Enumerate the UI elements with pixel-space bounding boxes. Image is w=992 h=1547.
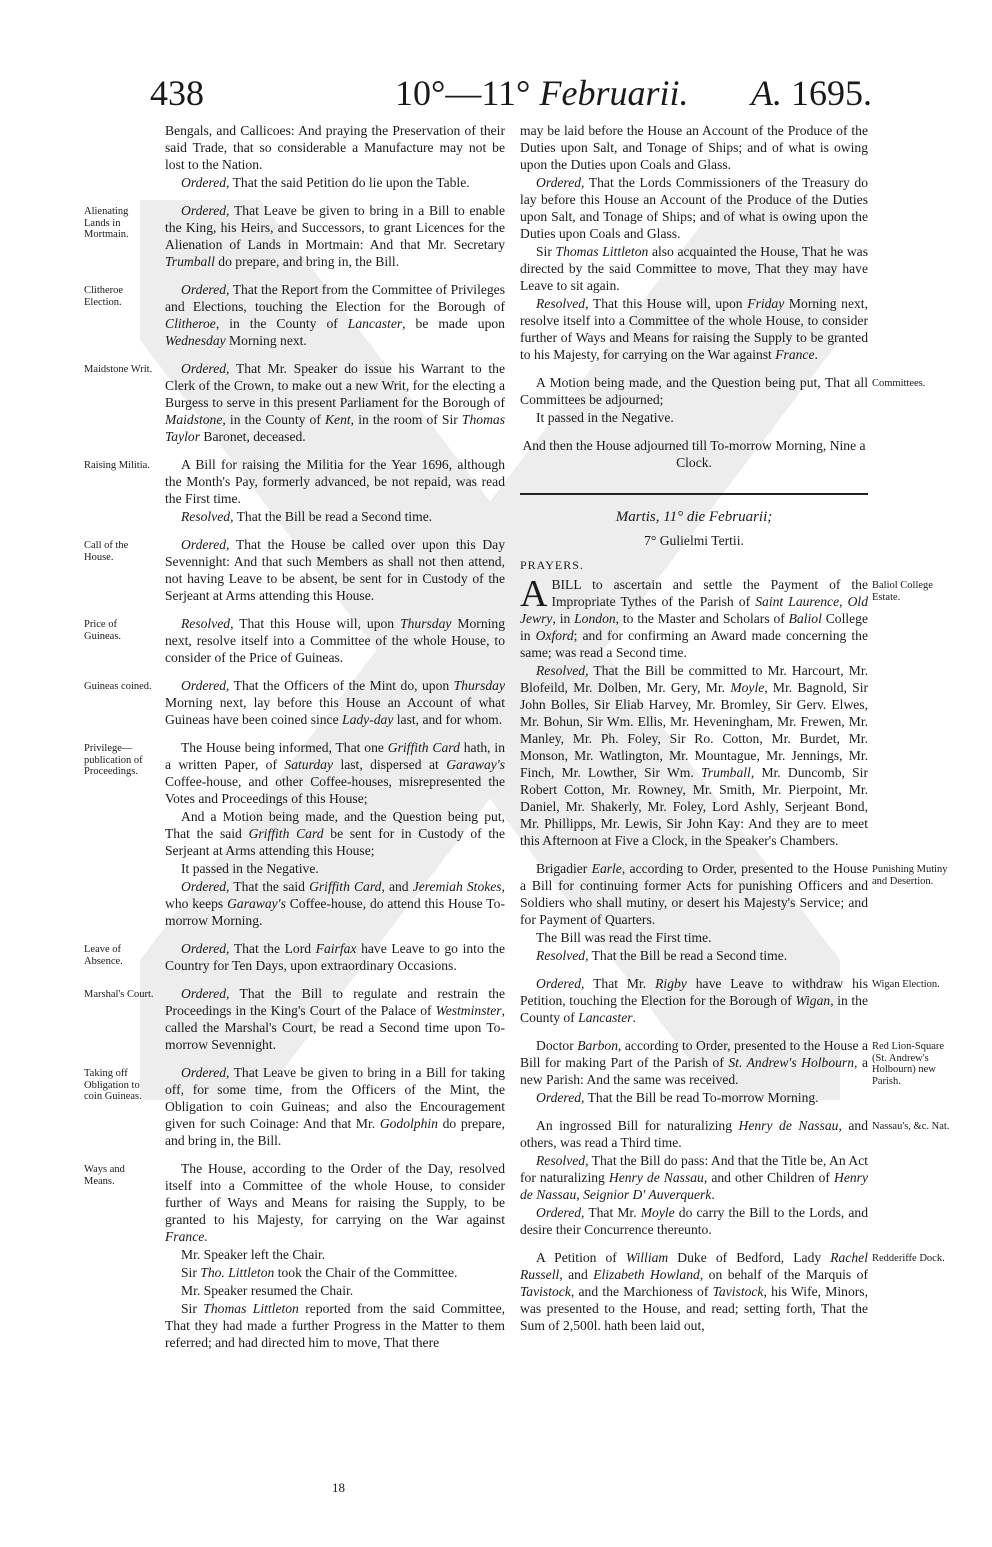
journal-entry [520,374,868,426]
margin-note: Privilege—publication of Proceedings. [84,743,143,777]
entry-paragraph: Resolved, That the Bill be committed to Mr. Harcourt, Mr. Blofeild, Mr. Dolben, Mr. Gery, Mr. Moyle, Mr. Bagnold, Sir John Bolles, Sir Eliab Harvey, Mr. Bromley, Sir Gerv. Elwes, Mr. Bohun, Sir Wm. Ellis, Mr. Heveningham, Mr. Frewen, Mr. Manley, Mr. Ph. Foley, Sir Ro. Cotton, Mr. Burdet, Mr. Monson, Mr. Watlington, Mr. Mountague, Mr. Jennings, Mr. Finch, Mr. Lowther, Sir Wm. Trumball, Mr. Duncomb, Sir Robert Cotton, Mr. Rowney, Mr. Smith, Mr. Pierpoint, Mr. Daniel, Mr. Shakerly, Mr. Foley, Lord Ashly, Serjeant Bond, Mr. Phillipps, Mr. Lewis, Sir John Kay: And they are to meet this Afternoon at Five a Clock, in the Speaker's Chambers. [520,663,869,848]
entry-paragraph: A Bill for raising the Militia for the Year 1696, although the Month's Pay, formerly advanced, be not repaid, was read the First time. [165,457,505,506]
entry-paragraph: Mr. Speaker left the Chair. [181,1247,326,1262]
entry-paragraph: Ordered, That the said Petition do lie upon the Table. [181,175,470,190]
entry-paragraph: A Motion being made, and the Question being put, That all Committees be adjourned; [520,375,868,407]
margin-note: Guineas coined. [84,681,152,692]
entry-paragraph: may be laid before the House an Account of the Produce of the Duties upon Salt, and Tonage of Ships; and of what is owing upon the Duties upon Coals and Glass. [520,123,868,172]
journal-entry [165,456,505,525]
entry-paragraph: Ordered, That the Bill to regulate and restrain the Proceedings in the King's Court of the Palace of Westminster, called the Marshal's Court, be read a Second time upon To-morrow Sevennight. [165,986,505,1052]
entry-paragraph: It passed in the Negative. [181,861,319,876]
entry-paragraph: Ordered, That the Lord Fairfax have Leave to go into the Country for Ten Days, upon extraordinary Occasions. [165,941,505,973]
right-column [520,122,868,1345]
entry-paragraph: A BILL to ascertain and settle the Payment of the Impropriate Tythes of the Parish of Saint Laurence, Old Jewry, in London, to the Master and Scholars of Baliol College in Oxford; and for confirming an Award made concerning the same; was read a Second time. [520,573,868,660]
entry-paragraph: Sir Thomas Littleton reported from the said Committee, That they had made a further Progress in the Matter to them referred; and had directed him to move, That there [165,1301,505,1350]
section-divider [520,493,868,495]
drop-cap: A [520,573,548,615]
margin-note: Red Lion-Square (St. Andrew's Holbourn) new Parish. [872,1041,945,1087]
journal-entry [165,615,505,666]
entry-paragraph: Bengals, and Callicoes: And praying the Preservation of their said Trade, that so considerable a Manufacture may not be lost to the Nation. [165,123,505,172]
journal-entry [165,985,505,1053]
margin-note: Nassau's, &c. Nat. [872,1121,950,1132]
margin-note: Committees. [872,378,926,389]
entry-paragraph: Ordered, That the Lords Commissioners of the Treasury do lay before this House an Account of the Produce of the Duties upon Salt, and Tonage of Ships; and of what is owing upon the Duties upon Coals and Glass. [520,175,868,241]
margin-note: Taking off Obligation to coin Guineas. [84,1068,142,1102]
margin-note: Ways and Means. [84,1164,125,1187]
entry-paragraph: Ordered, That the Officers of the Mint do, upon Thursday Morning next, lay before this House an Account of what Guineas have been coined since Lady-day last, and for whom. [165,678,505,727]
regnal-year: 7° Gulielmi Tertii. [644,533,744,548]
margin-note: Baliol College Estate. [872,580,933,603]
day-heading: Martis, 11° die Februarii; [615,509,773,525]
margin-note: Wigan Election. [872,979,940,990]
journal-entry [165,281,505,349]
entry-paragraph: Sir Tho. Littleton took the Chair of the Committee. [181,1265,458,1280]
entry-paragraph: Ordered, That Mr. Rigby have Leave to withdraw his Petition, touching the Election for the Borough of Wigan, in the County of Lancaster. [520,976,869,1025]
journal-entry [165,536,505,604]
prayers-heading: PRAYERS. [520,558,584,572]
header-month: Februarii. [539,73,689,113]
journal-entry [165,202,505,270]
entry-paragraph: Ordered, That the House be called over upon this Day Sevennight: And that such Members as shall not then attend, not having Leave to be absent, be sent for in Custody of the Serjeant at Arms attending this House. [165,537,505,603]
entry-paragraph: A Petition of William Duke of Bedford, Lady Rachel Russell, and Elizabeth Howland, on behalf of the Marquis of Tavistock, and the Marchioness of Tavistock, his Wife, Minors, was presented to the House, and read; setting forth, That the Sum of 2,500l. hath been laid out, [520,1250,868,1333]
journal-entry [520,573,869,849]
entry-paragraph: Sir Thomas Littleton also acquainted the House, That he was directed by the said Committee to move, That they may have Leave to sit again. [520,244,868,293]
entry-paragraph: Resolved, That the Bill be read a Second time. [536,948,788,963]
entry-paragraph: Resolved, That this House will, upon Thursday Morning next, resolve itself into a Committee of the whole House, to consider of the Price of Guineas. [165,616,505,665]
journal-entry [165,739,505,929]
journal-entry [165,1064,505,1149]
entry-paragraph: Mr. Speaker resumed the Chair. [181,1283,354,1298]
margin-note: Marshal's Court. [84,989,154,1000]
entry-paragraph: Ordered, That Mr. Moyle do carry the Bill to the Lords, and desire their Concurrence thereunto. [520,1205,869,1237]
page-number: 438 [150,73,204,113]
margin-note: Alienating Lands in Mortmain. [84,206,129,240]
entry-paragraph: An ingrossed Bill for naturalizing Henry de Nassau, and others, was read a Third time. [520,1118,868,1150]
journal-entry [165,360,505,445]
header-year-prefix: A. [751,73,782,113]
entry-paragraph: Ordered, That the Report from the Committee of Privileges and Elections, touching the Election for the Borough of Clitheroe, in the County of Lancaster, be made upon Wednesday Morning next. [165,282,505,348]
entry-paragraph: Ordered, That Mr. Speaker do issue his Warrant to the Clerk of the Crown, to make out a new Writ, for the electing a Burgess to serve in this present Parliament for the Borough of Maidstone, in the County of Kent, in the room of Sir Thomas Taylor Baronet, deceased. [165,361,505,444]
margin-note: Leave of Absence. [84,944,123,967]
entry-paragraph: And a Motion being made, and the Question being put, That the said Griffith Card be sent for in Custody of the Serjeant at Arms attending this House; [165,809,505,858]
journal-entry [520,1249,868,1334]
journal-entry [520,860,868,964]
entry-paragraph: Ordered, That Leave be given to bring in a Bill for taking off, for some time, from the Officers of the Mint, the Obligation to coin Guineas; and also the Encouragement given for such Coinage: And that Mr. Godolphin do prepare, and bring in, the Bill. [165,1065,505,1148]
margin-note: Punishing Mutiny and Desertion. [872,864,948,887]
entry-paragraph: Ordered, That the Bill be read To-morrow Morning. [536,1090,819,1105]
page-header [150,72,872,120]
entry-paragraph: Resolved, That the Bill do pass: And that the Title be, An Act for naturalizing Henry de Nassau, and other Children of Henry de Nassau, Seignior D' Auverquerk. [520,1153,868,1202]
header-year [751,72,872,114]
journal-entry [520,1117,868,1238]
entry-paragraph: Resolved, That this House will, upon Friday Morning next, resolve itself into a Committee of the whole House, to consider further of Ways and Means for raising the Supply to be granted to his Majesty, for carrying on the War against France. [520,296,868,362]
margin-note: Call of the House. [84,540,129,563]
adjournment-note: And then the House adjourned till To-morrow Morning, Nine a Clock. [522,438,866,470]
entry-paragraph: Ordered, That Leave be given to bring in a Bill to enable the King, his Heirs, and Successors, to grant Licences for the Alienation of Lands in Mortmain: And that Mr. Secretary Trumball do prepare, and bring in, the Bill. [165,203,505,269]
journal-entry [520,1037,868,1106]
margin-note: Redderiffe Dock. [872,1253,945,1264]
journal-entry [165,940,505,974]
journal-entry [520,122,868,363]
journal-entry [520,975,868,1026]
entry-paragraph: The Bill was read the First time. [536,930,712,945]
entry-paragraph: Doctor Barbon, according to Order, presented to the House a Bill for making Part of the Parish of St. Andrew's Holbourn, a new Parish: And the same was received. [520,1038,868,1087]
entry-paragraph: The House being informed, That one Griffith Card hath, in a written Paper, of Saturday last, dispersed at Garaway's Coffee-house, and other Coffee-houses, misrepresented the Votes and Proceedings of this House; [165,740,505,806]
header-day-range: 10°—11° [395,73,531,113]
entry-paragraph: Brigadier Earle, according to Order, presented to the House a Bill for continuing former Acts for punishing Officers and Soldiers who shall mutiny, or desert his Majesty's Service; and for Payment of Quarters. [520,861,868,927]
margin-note: Price of Guineas. [84,619,122,642]
journal-entry [165,122,505,191]
entry-paragraph: Resolved, That the Bill be read a Second time. [181,509,433,524]
entry-paragraph: Ordered, That the said Griffith Card, and Jeremiah Stokes, who keeps Garaway's Coffee-house, do attend this House To-morrow Morning. [165,879,506,928]
margin-note: Maidstone Writ. [84,364,153,375]
entry-paragraph: It passed in the Negative. [536,410,674,425]
margin-note: Raising Militia. [84,460,150,471]
margin-note: Clitheroe Election. [84,285,124,308]
left-column [165,122,505,1362]
header-dates [395,72,688,114]
journal-entry [165,677,505,728]
entry-paragraph: The House, according to the Order of the Day, resolved itself into a Committee of the whole House, to consider further of Ways and Means for raising the Supply, to be granted to his Majesty, for carrying on the War against France. [165,1161,505,1244]
signature-mark: 18 [332,1480,345,1495]
header-year-value: 1695. [791,73,872,113]
journal-entry [165,1160,505,1351]
